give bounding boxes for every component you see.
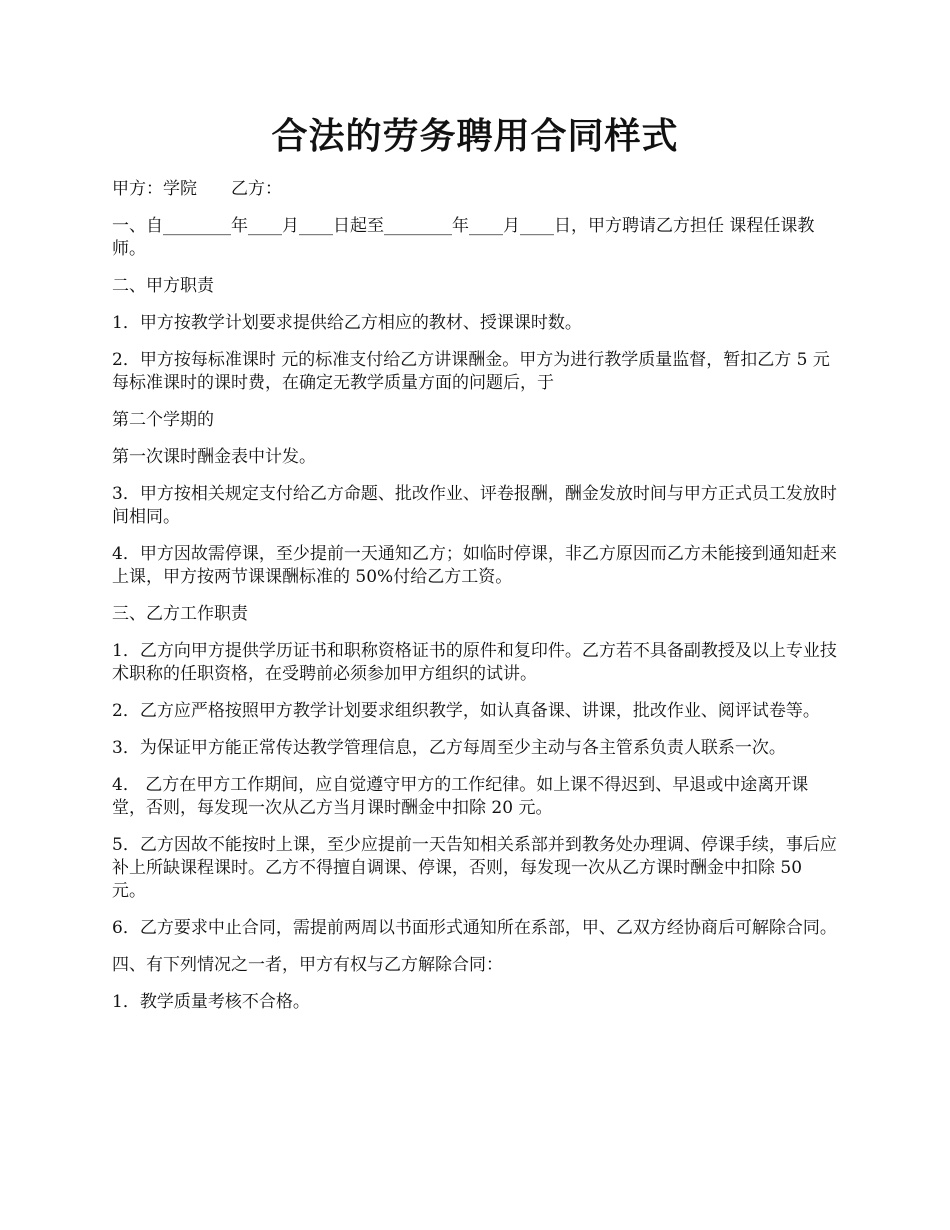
section-heading-termination: 四、有下列情况之一者，甲方有权与乙方解除合同： <box>112 955 503 975</box>
party-b-duty-6: 6．乙方要求中止合同，需提前两周以书面形式通知所在系部，甲、乙双方经协商后可解除合同。 <box>112 918 837 938</box>
party-a-duty-3: 3．甲方按相关规定支付给乙方命题、批改作业、评卷报酬，酬金发放时间与甲方正式员工发放时间相同。 <box>112 484 837 527</box>
party-a-duty-2-cont-a: 第二个学期的 <box>112 410 214 430</box>
party-a-duty-2-cont-b: 第一次课时酬金表中计发。 <box>112 447 316 467</box>
section-heading-party-b-duties: 三、乙方工作职责 <box>112 604 248 624</box>
document-body <box>112 178 837 1028</box>
document-title: 合法的劳务聘用合同样式 <box>271 115 679 157</box>
termination-item-1: 1．教学质量考核不合格。 <box>112 992 310 1012</box>
party-b-duty-3: 3．为保证甲方能正常传达教学管理信息，乙方每周至少主动与各主管系负责人联系一次。 <box>112 738 786 758</box>
parties-line: 甲方：学院 乙方： <box>112 179 282 199</box>
party-a-duty-2: 2．甲方按每标准课时 元的标准支付给乙方讲课酬金。甲方为进行教学质量监督，暂扣乙方 5 元每标准课时的课时费，在确定无教学质量方面的问题后，于 <box>112 350 830 393</box>
clause-1-term: 一、自________年____月____日起至________年____月____日，甲方聘请乙方担任 课程任课教师。 <box>112 216 815 259</box>
section-heading-party-a-duties: 二、甲方职责 <box>112 276 214 296</box>
party-b-duty-4: 4． 乙方在甲方工作期间，应自觉遵守甲方的工作纪律。如上课不得迟到、早退或中途离开课堂，否则，每发现一次从乙方当月课时酬金中扣除 20 元。 <box>112 775 809 818</box>
party-a-duty-1: 1．甲方按教学计划要求提供给乙方相应的教材、授课课时数。 <box>112 313 582 333</box>
party-b-duty-2: 2．乙方应严格按照甲方教学计划要求组织教学，如认真备课、讲课，批改作业、阅评试卷等。 <box>112 701 820 721</box>
party-b-duty-1: 1．乙方向甲方提供学历证书和职称资格证书的原件和复印件。乙方若不具备副教授及以上专业技术职称的任职资格，在受聘前必须参加甲方组织的试讲。 <box>112 641 837 684</box>
party-b-duty-5: 5．乙方因故不能按时上课，至少应提前一天告知相关系部并到教务处办理调、停课手续，事后应补上所缺课程课时。乙方不得擅自调课、停课，否则，每发现一次从乙方课时酬金中扣除 50 元。 <box>112 835 837 901</box>
party-a-duty-4: 4．甲方因故需停课，至少提前一天通知乙方；如临时停课，非乙方原因而乙方未能接到通知赶来上课，甲方按两节课课酬标准的 50%付给乙方工资。 <box>112 544 837 587</box>
